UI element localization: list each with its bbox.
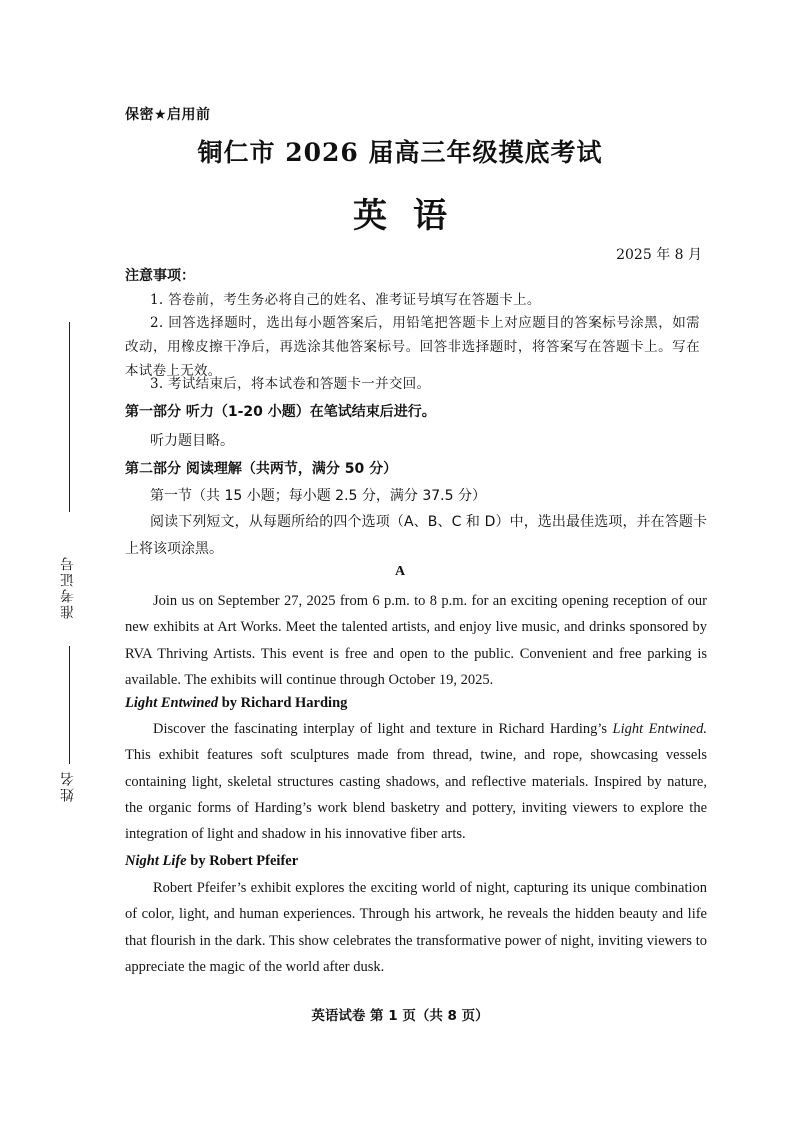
exam-date: 2025 年 8 月 bbox=[616, 247, 702, 263]
exam-title: 铜仁市 2026 届高三年级摸底考试 bbox=[197, 138, 603, 167]
part2-heading: 第二部分 阅读理解（共两节，满分 50 分） bbox=[125, 461, 398, 477]
exhibit-name: Night Life bbox=[125, 853, 187, 869]
exhibit-desc-italic: Light Entwined. bbox=[612, 721, 707, 737]
part1-heading: 第一部分 听力（1-20 小题）在笔试结束后进行。 bbox=[125, 404, 436, 420]
exhibit-title bbox=[125, 695, 347, 712]
note-item: 1. 答卷前，考生务必将自己的姓名、准考证号填写在答题卡上。 bbox=[150, 292, 541, 308]
confidential-mark: 保密★启用前 bbox=[125, 107, 211, 123]
reading-instruction: 阅读下列短文，从每题所给的四个选项（A、B、C 和 D）中，选出最佳选项，并在答题卡上将该项涂黑。 bbox=[125, 514, 707, 557]
exhibit-description bbox=[125, 716, 707, 847]
exhibit-artist: by Richard Harding bbox=[218, 695, 348, 711]
exhibit-artist: by Robert Pfeifer bbox=[186, 853, 299, 869]
exhibit-name: Light Entwined bbox=[125, 695, 219, 711]
section1-heading: 第一节（共 15 小题；每小题 2.5 分，满分 37.5 分） bbox=[150, 488, 486, 504]
passage-letter: A bbox=[394, 564, 406, 579]
passage-intro: Join us on September 27, 2025 from 6 p.m. to 8 p.m. for an exciting opening reception of our new exhibits at Art Works. Meet the talented artists, and enjoy live music, and drinks sponsored by RVA Thriving Artists. This event is free and open to the public. Convenient and free parking is available. The exhibits will continue through October 19, 2025. bbox=[125, 593, 707, 688]
exhibit-desc-text: This exhibit features soft sculptures made from thread, twine, and rope, showcasing vessels containing light, skeletal structures casting shadows, and reflective materials. Inspired by nature, the organic forms of Harding’s work blend basketry and pottery, inviting viewers to explore the integration of light and shadow in his innovative fiber arts. bbox=[125, 747, 707, 843]
subject-title: 英语 bbox=[353, 196, 473, 236]
note-item: 3. 考试结束后，将本试卷和答题卡一并交回。 bbox=[150, 376, 431, 392]
name-label: 姓名 bbox=[60, 770, 76, 802]
part1-note: 听力题目略。 bbox=[150, 433, 234, 449]
notes-heading: 注意事项： bbox=[125, 268, 195, 284]
binding-line-name-field bbox=[69, 740, 70, 764]
page-footer: 英语试卷 第 1 页（共 8 页） bbox=[311, 1008, 489, 1024]
exhibit-desc-text: Robert Pfeifer’s exhibit explores the exciting world of night, capturing its unique combination of color, light, and human experiences. Through his artwork, he reveals the hidden beauty and life that flourish in the dark. This show celebrates the transformative power of night, inviting viewers to appreciate the magic of the world after dusk. bbox=[125, 880, 707, 975]
binding-line-top bbox=[69, 322, 70, 512]
ticket-number-label: 准考证号 bbox=[60, 555, 76, 619]
exhibit-desc-text: Discover the fascinating interplay of light and texture in Richard Harding’s bbox=[153, 721, 613, 737]
exhibit-description bbox=[125, 875, 707, 980]
note-item: 2. 回答选择题时，选出每小题答案后，用铅笔把答题卡上对应题目的答案标号涂黑，如需改动，用橡皮擦干净后，再选涂其他答案标号。回答非选择题时，将答案写在答题卡上。写在本试卷上无效。 bbox=[125, 315, 700, 379]
exhibit-title bbox=[125, 853, 298, 870]
